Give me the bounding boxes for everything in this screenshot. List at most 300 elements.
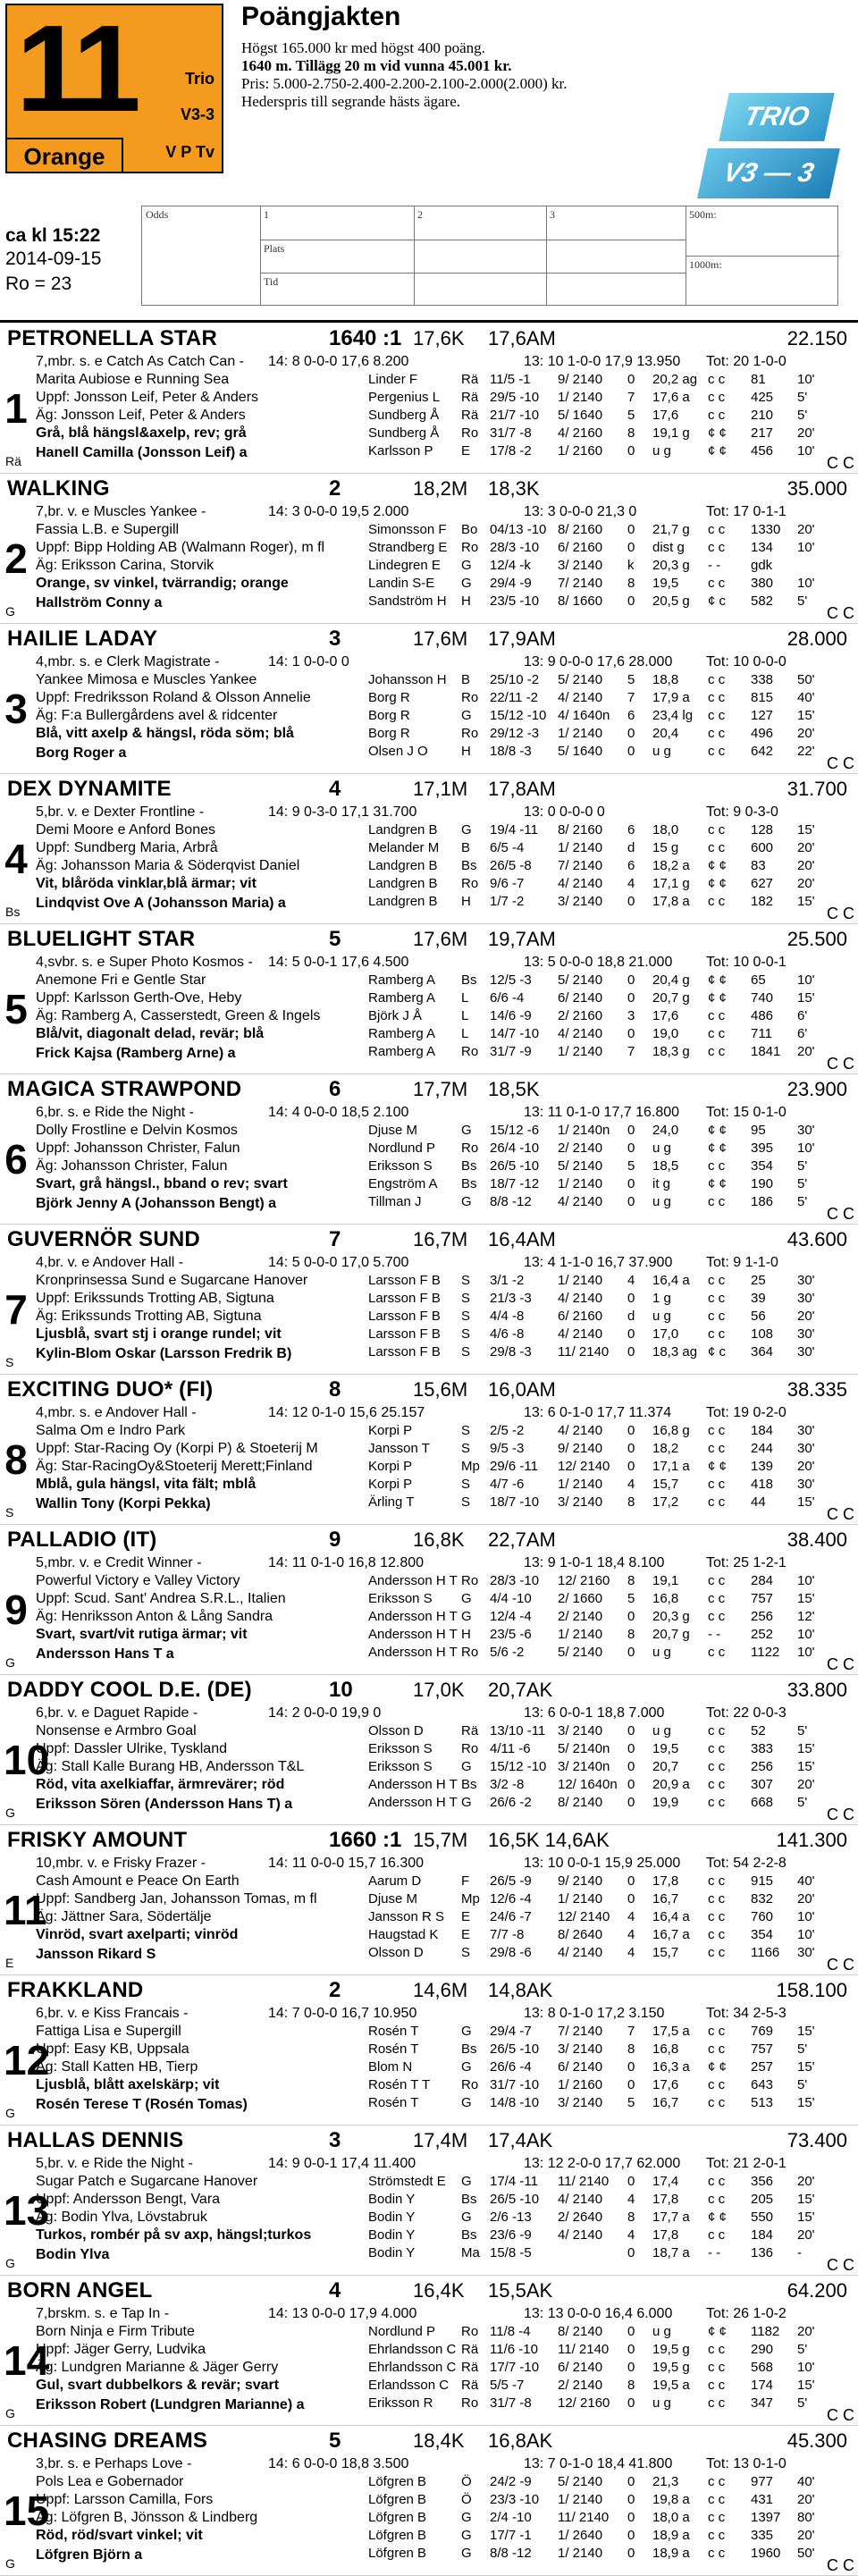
past-race-cell: Rä [461, 372, 479, 387]
past-race-cell: 17,6 [652, 1008, 679, 1023]
past-race-cell: Jansson R S [368, 1909, 445, 1924]
past-race-cell: 8 [627, 2041, 635, 2057]
past-race-cell: 425 [751, 390, 774, 405]
past-race-cell: 65 [751, 972, 766, 988]
driver: Eriksson Sören (Andersson Hans T) a [36, 1797, 293, 1812]
past-race-cell: 0 [627, 2395, 635, 2411]
grid-3: 3 [550, 208, 555, 221]
past-race-cell: 6/ 2160 [558, 1309, 603, 1324]
past-race-cell: 20' [797, 2528, 815, 2543]
past-race-cell: 1/ 2140 [558, 1891, 603, 1907]
start-number: 2 [4, 535, 28, 582]
past-race-cell: Rosén T [368, 2041, 419, 2057]
past-race-cell: 6/ 2140 [558, 2059, 603, 2075]
stats-2014: 14: 5 0-0-0 17,0 5.700 [268, 1255, 409, 1270]
owner: Äg: Bodin Ylva, Lövstabruk [36, 2210, 207, 2225]
record-1: 17,6M [413, 928, 468, 950]
driver: Borg Roger a [36, 745, 127, 761]
past-race-cell: 9/6 -7 [490, 876, 525, 891]
past-race-cell: 18,9 a [652, 2528, 690, 2543]
pedigree-dam: Nonsense e Armbro Goal [36, 1723, 197, 1738]
pedigree-dam: Demi Moore e Anford Bones [36, 822, 215, 838]
past-race-cell: 95 [751, 1123, 766, 1138]
record-2: 18,3K [488, 477, 540, 500]
past-race-cell: 26/5 -10 [490, 2041, 540, 2057]
record-2: 16,5K 14,6AK [488, 1829, 610, 1851]
pedigree-sire: 5,br. v. e Dexter Frontline - [36, 804, 205, 820]
horse-name: PETRONELLA STAR [7, 326, 217, 350]
past-race-cell: 513 [751, 2095, 774, 2110]
past-race-cell: Ro [461, 1044, 479, 1059]
past-race-cell: 4 [627, 2192, 635, 2207]
past-race-cell: 20' [797, 1891, 815, 1907]
race-number: 11 [16, 0, 136, 138]
past-race-cell: 20,2 ag [652, 372, 698, 387]
past-race-cell: 29/5 -10 [490, 390, 540, 405]
past-race-cell: 2/ 2640 [558, 2210, 603, 2225]
past-race-cell: 5/ 2140 [558, 972, 603, 988]
past-race-cell: 335 [751, 2528, 774, 2543]
past-race-cell: 20,4 g [652, 972, 690, 988]
past-race-cell: 50' [797, 2546, 815, 2561]
past-race-cell: G [461, 1194, 472, 1209]
past-race-cell: 8 [627, 2210, 635, 2225]
owner: Äg: Löfgren B, Jönsson & Lindberg [36, 2510, 258, 2525]
past-race-cell: 2/ 2140 [558, 1609, 603, 1624]
past-race-cell: Löfgren B [368, 2492, 427, 2507]
owner: Äg: Henriksson Anton & Lång Sandra [36, 1609, 273, 1624]
past-race-cell: 10' [797, 1627, 815, 1642]
past-race-cell: 52 [751, 1723, 766, 1738]
past-race-cell: 11/ 2140 [558, 2342, 610, 2357]
past-race-cell: dist g [652, 540, 685, 555]
past-race-cell: 711 [751, 1026, 772, 1041]
stats-2013: 13: 3 0-0-0 21,3 0 [524, 504, 637, 519]
past-race-cell: 4 [627, 1273, 635, 1288]
past-race-cell: 0 [627, 972, 635, 988]
earnings: 45.300 [786, 2429, 847, 2452]
start-distance: 4 [329, 777, 341, 801]
past-race-cell: 31/7 -10 [490, 2077, 540, 2092]
stats-2014: 14: 11 0-1-0 16,8 12.800 [268, 1555, 425, 1570]
past-race-cell: 0 [627, 443, 635, 459]
past-race-cell: 7 [627, 390, 635, 405]
past-race-cell: 190 [751, 1176, 774, 1191]
start-number: 12 [4, 2037, 50, 2084]
past-race-cell: c c [708, 576, 726, 591]
past-race-cell: 19,1 [652, 1573, 679, 1588]
past-race-cell: 0 [627, 2474, 635, 2489]
past-race-cell: 668 [751, 1795, 774, 1810]
past-race-cell: Ehrlandsson C [368, 2360, 457, 2375]
past-race-cell: c c [708, 408, 726, 423]
past-race-cell: 26/6 -2 [490, 1795, 532, 1810]
past-race-cell: 0 [627, 1723, 635, 1738]
past-race-cell: c c [708, 2174, 726, 2189]
grid-tid: Tid [264, 275, 279, 288]
past-race-cell: 136 [751, 2245, 774, 2260]
past-race-cell: 17,9 a [652, 690, 690, 705]
past-race-cell: 4/ 2140 [558, 1326, 603, 1342]
past-race-cell: 10' [797, 1573, 815, 1588]
past-race-cell: 16,7 a [652, 1927, 690, 1942]
past-race-cell: 19,5 g [652, 2342, 690, 2357]
past-race-cell: 0 [627, 1645, 635, 1660]
past-race-cell: Rosén T [368, 2024, 419, 2039]
shoe-info: G [5, 604, 15, 619]
past-race-cell: Ro [461, 2395, 479, 2411]
past-race-cell: 832 [751, 1891, 774, 1907]
pedigree-sire: 7,mbr. s. e Catch As Catch Can - [36, 354, 244, 369]
pedigree-sire: 5,mbr. v. e Credit Winner - [36, 1555, 202, 1570]
past-race-cell: 3/2 -8 [490, 1777, 525, 1792]
past-race-cell: Ro [461, 1573, 479, 1588]
past-race-cell: 16,8 [652, 2041, 679, 2057]
driver: Bodin Ylva [36, 2247, 110, 2262]
past-race-cell: 8/ 2160 [558, 822, 603, 838]
shoe-info: Rä [5, 454, 21, 468]
past-race-cell: S [461, 1309, 471, 1324]
past-race-cell: Lindegren E [368, 558, 441, 573]
past-race-cell: 134 [751, 540, 774, 555]
pedigree-dam: Sugar Patch e Sugarcane Hanover [36, 2174, 258, 2189]
past-race-cell: G [461, 1609, 472, 1624]
owner: Äg: Stall Katten HB, Tierp [36, 2059, 198, 2075]
past-race-cell: 0 [627, 1344, 635, 1360]
stats-2013: 13: 9 1-0-1 18,4 8.100 [524, 1555, 665, 1570]
pedigree-dam: Born Ninja e Firm Tribute [36, 2324, 195, 2339]
past-race-cell: 10' [797, 1645, 815, 1660]
colors: Blå/vit, diagonalt delad, revär; blå [36, 1026, 265, 1041]
past-race-cell: 4 [627, 2227, 635, 2243]
past-race-cell: 10' [797, 2360, 815, 2375]
past-race-cell: 1841 [751, 1044, 781, 1059]
past-race-cell: H [461, 1627, 471, 1642]
past-race-cell: 11/5 -1 [490, 372, 531, 387]
stats-total: Tot: 10 0-0-0 [706, 654, 786, 669]
past-race-cell: 39 [751, 1291, 766, 1306]
past-race-cell: c c [708, 672, 726, 687]
past-race-cell: Djuse M [368, 1123, 418, 1138]
stats-2014: 14: 3 0-0-0 19,5 2.000 [268, 504, 409, 519]
past-race-cell: c c [708, 1891, 726, 1907]
past-race-cell: 0 [627, 894, 635, 909]
past-race-cell: 56 [751, 1309, 766, 1324]
past-race-cell: 1960 [751, 2546, 781, 2561]
past-race-cell: 23/3 -10 [490, 2492, 540, 2507]
past-race-cell: 1/ 2160 [558, 2077, 603, 2092]
past-race-cell: 0 [627, 372, 635, 387]
pedigree-sire: 7,br. v. e Muscles Yankee - [36, 504, 206, 519]
past-race-cell: 11/8 -4 [490, 2324, 531, 2339]
past-race-cell: 3/ 2140n [558, 1759, 610, 1774]
past-race-cell: Bodin Y [368, 2245, 416, 2260]
past-race-cell: Ro [461, 1741, 479, 1756]
shoe-info: G [5, 2406, 15, 2420]
past-race-cell: 19,5 [652, 576, 679, 591]
past-race-cell: gdk [751, 558, 773, 573]
past-race-cell: 486 [751, 1008, 774, 1023]
past-race-cell: 9/ 2140 [558, 372, 603, 387]
past-race-cell: 15 g [652, 840, 679, 855]
v3-label: V3-3 [180, 105, 214, 123]
horse-entry [0, 624, 858, 774]
past-race-cell: 1330 [751, 522, 781, 537]
past-race-cell: 284 [751, 1573, 774, 1588]
past-race-cell: 24/2 -9 [490, 2474, 532, 2489]
record-2: 17,8AM [488, 778, 556, 800]
past-race-cell: c c [708, 2395, 726, 2411]
past-race-cell: c c [708, 2546, 726, 2561]
past-race-cell: Sandström H [368, 593, 447, 609]
past-race-cell: ¢ c [708, 1344, 727, 1360]
past-race-cell: 5 [627, 2095, 635, 2110]
past-race-cell: 20,3 g [652, 558, 690, 573]
pedigree-dam: Powerful Victory e Valley Victory [36, 1573, 240, 1588]
record-2: 17,4AK [488, 2129, 553, 2151]
past-race-cell: Borg R [368, 726, 410, 741]
past-race-cell: c c [708, 726, 726, 741]
start-number: 5 [4, 986, 28, 1032]
pedigree-sire: 5,br. v. e Ride the Night - [36, 2156, 193, 2171]
past-race-cell: 5' [797, 1194, 808, 1209]
past-race-cell: 8/ 2140 [558, 1795, 603, 1810]
past-race-cell: c c [708, 2474, 726, 2489]
breeder: Uppf: Jäger Gerry, Ludvika [36, 2342, 206, 2357]
stats-2014: 14: 9 0-3-0 17,1 31.700 [268, 804, 417, 820]
past-race-cell: 5' [797, 1795, 808, 1810]
past-race-cell: Rä [461, 2360, 479, 2375]
past-race-cell: 18/8 -3 [490, 744, 532, 759]
past-race-cell: Rä [461, 1723, 479, 1738]
past-race-cell: 18,7 a [652, 2245, 690, 2260]
past-race-cell: 31/7 -8 [490, 425, 532, 441]
past-race-cell: Djuse M [368, 1891, 418, 1907]
past-race-cell: 30' [797, 1945, 815, 1960]
past-race-cell: 769 [751, 2024, 774, 2039]
shoe-marker: C C [827, 1956, 854, 1974]
past-race-cell: c c [708, 2360, 726, 2375]
past-race-cell: 977 [751, 2474, 774, 2489]
past-race-cell: 1/ 2140 [558, 2492, 603, 2507]
past-race-cell: c c [708, 1645, 726, 1660]
past-race-cell: 12/ 1640n [558, 1777, 618, 1792]
past-race-cell: 186 [751, 1194, 774, 1209]
past-race-cell: 8 [627, 425, 635, 441]
past-race-cell: Ro [461, 1141, 479, 1156]
past-race-cell: 15/8 -5 [490, 2245, 532, 2260]
past-race-cell: 757 [751, 1591, 774, 1606]
past-race-cell: c c [708, 1945, 726, 1960]
past-race-cell: 1122 [751, 1645, 780, 1660]
past-race-cell: 5 [627, 408, 635, 423]
past-race-cell: 128 [751, 822, 774, 838]
past-race-cell: Bs [461, 2192, 477, 2207]
past-race-cell: Landin S-E [368, 576, 435, 591]
colors: Mblå, gula hängsl, vita fält; mblå [36, 1477, 257, 1492]
stats-2014: 14: 8 0-0-0 17,6 8.200 [268, 354, 409, 369]
colors: Svart, grå hängsl., bband o rev; svart [36, 1176, 288, 1191]
past-race-cell: 1166 [751, 1945, 780, 1960]
stats-total: Tot: 20 1-0-0 [706, 354, 786, 369]
past-race-cell: 217 [751, 425, 774, 441]
record-2: 14,8AK [488, 1979, 553, 2001]
past-race-cell: c c [708, 1158, 726, 1174]
record-1: 14,6M [413, 1979, 468, 2001]
horse-entry [0, 1975, 858, 2126]
past-race-cell: B [461, 840, 471, 855]
past-race-cell: 17,8 [652, 2192, 679, 2207]
race-date: 2014-09-15 [5, 248, 102, 269]
stats-2013: 13: 6 0-0-1 18,8 7.000 [524, 1705, 665, 1721]
horse-name: WALKING [7, 476, 110, 501]
past-race-cell: 0 [627, 1141, 635, 1156]
past-race-cell: 0 [627, 2342, 635, 2357]
past-race-cell: 0 [627, 1441, 635, 1456]
breeder: Uppf: Andersson Bengt, Vara [36, 2192, 221, 2207]
past-race-cell: Bo [461, 522, 478, 537]
past-race-cell: Ehrlandsson C [368, 2342, 457, 2357]
driver: Wallin Tony (Korpi Pekka) [36, 1496, 211, 1511]
past-race-cell: Korpi P [368, 1423, 413, 1438]
breeder: Uppf: Erikssunds Trotting AB, Sigtuna [36, 1291, 274, 1306]
past-race-cell: 5/ 2140 [558, 672, 603, 687]
stats-total: Tot: 54 2-2-8 [706, 1856, 786, 1871]
shoe-marker: C C [827, 2406, 854, 2424]
pedigree-sire: 4,mbr. s. e Andover Hall - [36, 1405, 197, 1420]
past-race-cell: 30' [797, 1291, 815, 1306]
owner: Äg: Johansson Christer, Falun [36, 1158, 228, 1174]
past-race-cell: 23/5 -10 [490, 593, 540, 609]
past-race-cell: 30' [797, 1326, 815, 1342]
shoe-marker: C C [827, 1055, 854, 1073]
past-race-cell: 16,8 g [652, 1423, 690, 1438]
driver: Lindqvist Ove A (Johansson Maria) a [36, 896, 286, 911]
stats-2013: 13: 7 0-1-0 18,4 41.800 [524, 2456, 673, 2471]
past-race-cell: u g [652, 744, 671, 759]
stats-total: Tot: 13 0-1-0 [706, 2456, 786, 2471]
past-race-cell: 17,0 [652, 1326, 679, 1342]
past-race-cell: 0 [627, 2360, 635, 2375]
past-race-cell: c c [708, 894, 726, 909]
past-race-cell: 8 [627, 1573, 635, 1588]
past-race-cell: G [461, 2174, 472, 2189]
past-race-cell: 14/6 -9 [490, 1008, 532, 1023]
owner: Äg: Stall Kalle Burang HB, Andersson T&L [36, 1759, 305, 1774]
past-race-cell: 9/ 2140 [558, 1441, 603, 1456]
past-race-cell: 18/7 -10 [490, 1494, 540, 1510]
past-race-cell: 418 [751, 1477, 774, 1492]
past-race-cell: 0 [627, 2174, 635, 2189]
past-race-cell: c c [708, 1309, 726, 1324]
past-race-cell: 20' [797, 1044, 815, 1059]
past-race-cell: 31/7 -8 [490, 2395, 532, 2411]
past-race-cell: c c [708, 1777, 726, 1792]
stats-2014: 14: 1 0-0-0 0 [268, 654, 349, 669]
past-race-cell: ¢ ¢ [708, 443, 727, 459]
past-race-cell: G [461, 576, 472, 591]
condition-line-3: Pris: 5.000-2.750-2.400-2.200-2.100-2.000(2.000) kr. [241, 75, 568, 92]
past-race-cell: Simonsson F [368, 522, 447, 537]
past-race-cell: Olsson D [368, 1723, 424, 1738]
past-race-cell: Bodin Y [368, 2210, 416, 2225]
past-race-cell: 431 [751, 2492, 774, 2507]
past-race-cell: S [461, 1945, 471, 1960]
past-race-cell: Bs [461, 858, 477, 873]
past-race-cell: 0 [627, 540, 635, 555]
past-race-cell: Tillman J [368, 1194, 422, 1209]
past-race-cell: 8 [627, 2378, 635, 2393]
record-2: 20,7AK [488, 1679, 553, 1701]
past-race-cell: 3/ 2140 [558, 2041, 603, 2057]
past-race-cell: it g [652, 1176, 671, 1191]
past-race-cell: c c [708, 1723, 726, 1738]
past-race-cell: 10' [797, 372, 815, 387]
past-race-cell: Larsson F B [368, 1344, 441, 1360]
past-race-cell: 600 [751, 840, 774, 855]
past-race-cell: 0 [627, 1891, 635, 1907]
past-race-cell: d [627, 840, 635, 855]
past-race-cell: Bs [461, 2041, 477, 2057]
past-race-cell: G [461, 708, 472, 723]
past-race-cell: 16,4 a [652, 1273, 690, 1288]
past-race-cell: 0 [627, 1026, 635, 1041]
past-race-cell: 20,7 g [652, 990, 690, 1006]
past-race-cell: 8 [627, 1494, 635, 1510]
shoe-info: S [5, 1505, 14, 1520]
past-race-cell: 1/ 2140 [558, 1627, 603, 1642]
past-race-cell: 0 [627, 1194, 635, 1209]
past-race-cell: S [461, 1441, 471, 1456]
past-race-cell: 19,5 g [652, 2360, 690, 2375]
past-race-cell: 25/10 -2 [490, 672, 540, 687]
past-race-cell: 15' [797, 1741, 815, 1756]
past-race-cell: 10' [797, 1141, 815, 1156]
past-race-cell: Borg R [368, 708, 410, 723]
past-race-cell: 23,4 lg [652, 708, 694, 723]
past-race-cell: 30' [797, 1273, 815, 1288]
earnings: 28.000 [786, 627, 847, 650]
past-race-cell: 21,3 [652, 2474, 679, 2489]
past-race-cell: 18,3 g [652, 1044, 690, 1059]
past-race-cell: Ro [461, 540, 479, 555]
earnings: 43.600 [786, 1228, 847, 1250]
past-race-cell: 4/7 -6 [490, 1477, 525, 1492]
pedigree-dam: Marita Aubiose e Running Sea [36, 372, 230, 387]
earnings: 73.400 [786, 2129, 847, 2151]
past-race-cell: 456 [751, 443, 774, 459]
record-2: 19,7AM [488, 928, 556, 950]
past-race-cell: 17/7 -10 [490, 2360, 540, 2375]
past-race-cell: Ma [461, 2245, 480, 2260]
breeder: Uppf: Scud. Sant' Andrea S.R.L., Italien [36, 1591, 286, 1606]
breeder: Uppf: Sundberg Maria, Arbrå [36, 840, 218, 855]
earnings: 22.150 [786, 327, 847, 349]
past-race-cell: Bs [461, 2227, 477, 2243]
past-race-cell: 5' [797, 1176, 808, 1191]
past-race-cell: E [461, 443, 471, 459]
past-race-cell: Karlsson P [368, 443, 433, 459]
past-race-cell: u g [652, 2324, 671, 2339]
start-distance: 10 [329, 1678, 353, 1702]
past-race-cell: 0 [627, 2324, 635, 2339]
past-race-cell: 19,0 [652, 1026, 679, 1041]
past-race-cell: 643 [751, 2077, 774, 2092]
past-race-cell: 20,7 g [652, 1627, 690, 1642]
stats-2013: 13: 9 0-0-0 17,6 28.000 [524, 654, 673, 669]
race-ro: Ro = 23 [5, 274, 72, 294]
past-race-cell: c c [708, 2024, 726, 2039]
